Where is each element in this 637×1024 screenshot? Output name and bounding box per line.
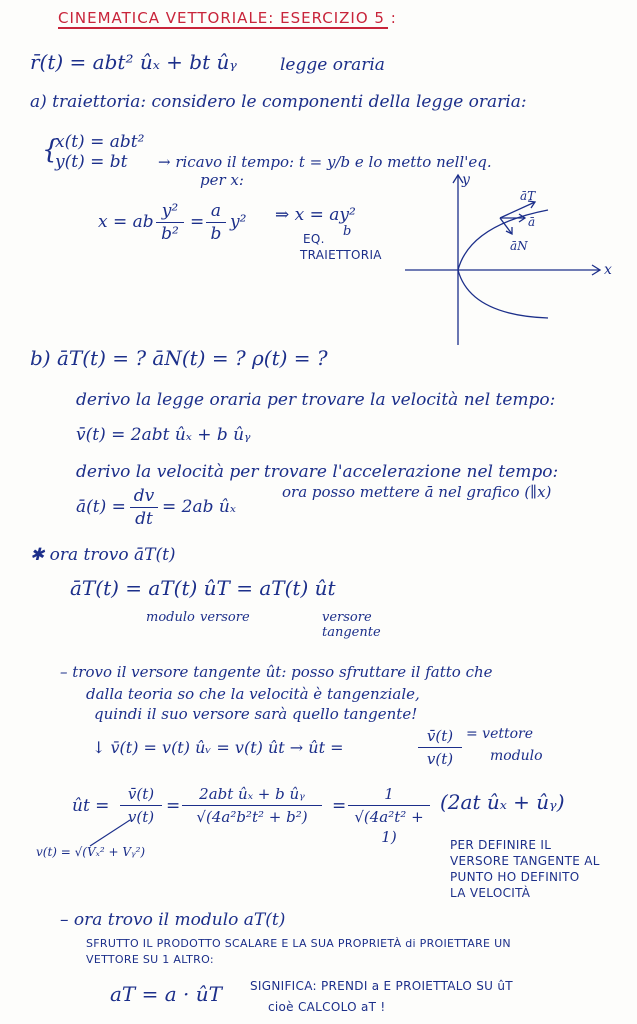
part-a-heading: a) traiettoria: considero le componenti della legge oraria: — [30, 92, 527, 112]
x-eq-left: x = ab — [98, 212, 154, 232]
side-note-4: LA VELOCITÀ — [450, 886, 531, 900]
at-decomposition: āT(t) = aT(t) ûT = aT(t) ût — [70, 576, 336, 600]
page-title: CINEMATICA VETTORIALE: ESERCIZIO 5 : — [58, 9, 397, 27]
side-note-1: PER DEFINIRE IL — [450, 838, 552, 852]
modulo-eq: aT = a · ûT — [110, 982, 222, 1006]
x-eq-end: y² — [230, 212, 247, 232]
x-frac-1-num: y² — [161, 201, 179, 221]
traj-result: ⇒ x = ay² — [275, 205, 356, 225]
tangent-line-2: dalla teoria so che la velocità è tangenziale, — [86, 685, 420, 703]
system-brace: { — [42, 135, 59, 165]
tangent-eq-frac-num: v̄(t) — [426, 727, 454, 745]
y-of-t: y(t) = bt — [55, 152, 128, 172]
accel-frac-den: dt — [135, 509, 153, 529]
accel-note-2: ora posso mettere ā nel grafico (∥x) — [282, 483, 552, 501]
x-axis-label: x — [604, 262, 612, 278]
ut-frac-3-num: 1 — [384, 785, 394, 803]
tangent-line-3: quindi il suo versore sarà quello tangente! — [94, 705, 418, 723]
ut-right: (2at ûₓ + ûᵧ) — [440, 790, 565, 814]
tangent-line-1: – trovo il versore tangente ût: posso sfruttare il fatto che — [60, 663, 493, 681]
velocity-eq: v̄(t) = 2abt ûₓ + b ûᵧ — [76, 425, 251, 445]
find-at-heading: ✱ ora trovo āT(t) — [30, 545, 176, 565]
x-frac-2-num: a — [210, 201, 222, 221]
traj-label: TRAIETTORIA — [300, 248, 382, 262]
velocity-note: derivo la legge oraria per trovare la velocità nel tempo: — [76, 390, 556, 410]
x-of-t: x(t) = abt² — [55, 132, 145, 152]
eq-label: EQ. — [303, 232, 325, 246]
modulo-heading: – ora trovo il modulo aT(t) — [60, 910, 286, 930]
accel-left: ā(t) = — [76, 497, 126, 517]
law-equation: r̄(t) = abt² ûₓ + bt ûᵧ — [30, 50, 237, 74]
ut-frac-1-den: v(t) — [127, 808, 155, 826]
ut-frac-2-num: 2abt ûₓ + b ûᵧ — [199, 785, 305, 803]
accel-note: derivo la velocità per trovare l'accelerazione nel tempo: — [76, 462, 559, 482]
ut-frac-1-num: v̄(t) — [127, 785, 155, 803]
solve-note: → ricavo il tempo: t = y/b e lo metto nell'eq. — [158, 153, 492, 171]
x-frac-2-den: b — [210, 224, 222, 244]
y-axis-label: y — [462, 172, 470, 188]
modulo-meaning-2: cioè CALCOLO aT ! — [268, 1000, 386, 1014]
versore-label: versore — [200, 610, 250, 625]
part-b-heading: b) āT(t) = ? āN(t) = ? ρ(t) = ? — [30, 346, 328, 370]
tangent-eq-frac-den: v(t) — [426, 750, 454, 768]
modulo-note-2: VETTORE SU 1 ALTRO: — [86, 953, 214, 966]
vt-note: v(t) = √(Vₓ² + Vᵧ²) — [36, 845, 146, 859]
modulo-label: modulo — [146, 610, 195, 625]
a-label: ā — [528, 215, 536, 229]
ut-frac-2-den: √(4a²b²t² + b²) — [196, 808, 308, 826]
law-label: legge oraria — [280, 55, 385, 75]
modulo-meaning-1: SIGNIFICA: PRENDI a E PROIETTALO SU ûT — [250, 979, 513, 993]
ut-eq-sign-2: = — [332, 796, 347, 816]
solve-note-2: per x: — [200, 171, 244, 189]
x-frac-1-den: b² — [161, 224, 179, 244]
accel-right: = 2ab ûₓ — [162, 497, 236, 517]
traj-result-den: b — [343, 224, 352, 239]
an-label: āN — [510, 239, 528, 253]
tangent-eq-vettore: = vettore — [466, 726, 534, 742]
accel-frac-num: dv — [133, 486, 155, 506]
side-note-3: PUNTO HO DEFINITO — [450, 870, 580, 884]
ut-left: ût = — [72, 796, 110, 816]
versore-tangente-label: versore tangente — [322, 610, 381, 640]
ut-eq-sign-1: = — [166, 796, 181, 816]
x-eq-mid: = — [190, 212, 205, 232]
ut-frac-3-den: √(4a²t² + 1) — [354, 808, 424, 846]
side-note-2: VERSORE TANGENTE AL — [450, 854, 600, 868]
modulo-note-1: SFRUTTO IL PRODOTTO SCALARE E LA SUA PROPRIETÀ di PROIETTARE UN — [86, 937, 511, 950]
tangent-eq-left: ↓ v̄(t) = v(t) ûᵥ = v(t) ût → ût = — [92, 738, 344, 757]
tangent-eq-modulo: modulo — [490, 748, 543, 764]
at-label: āT — [520, 189, 536, 203]
